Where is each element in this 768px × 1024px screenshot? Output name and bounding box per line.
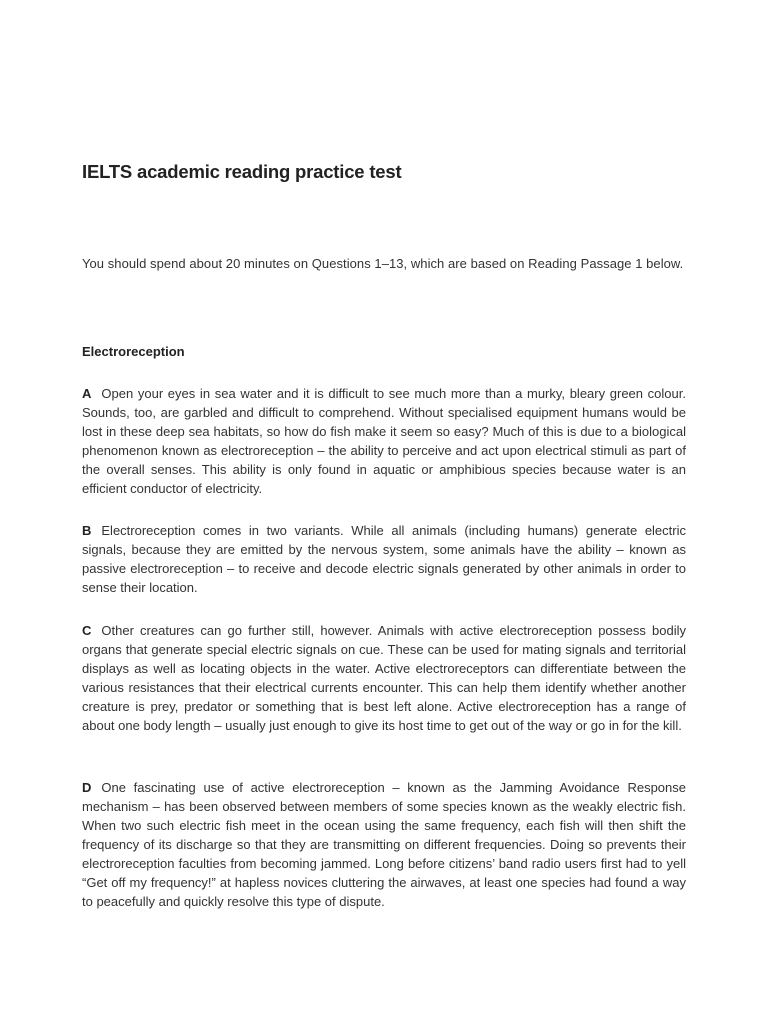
paragraph-letter: D [82,780,92,795]
paragraph-text: Other creatures can go further still, however. Animals with active electroreception possess bodily organs that generate special electric signals on cue. These can be used for mating signals and territorial displays as well as locating objects in the water. Active electroreceptors can differentiate between the various resistances that their electrical currents encounter. This can help them identify whether another creature is prey, predator or something that is best left alone. Active electroreception has a range of about one body length – usually just enough to give its host time to get out of the way or go in for the kill. [82,623,686,733]
paragraph-text: Electroreception comes in two variants. While all animals (including humans) generate electric signals, because they are emitted by the nervous system, some animals have the ability – known as passive electroreception – to receive and decode electric signals generated by other animals in order to sense their location. [82,523,686,595]
paragraph-letter: A [82,386,92,401]
instructions-text: You should spend about 20 minutes on Questions 1–13, which are based on Reading Passage 1 below. [82,256,684,271]
paragraph-letter: C [82,623,92,638]
paragraph-letter: B [82,523,92,538]
document-title: IELTS academic reading practice test [82,161,402,182]
paragraph-text: Open your eyes in sea water and it is difficult to see much more than a murky, bleary green colour. Sounds, too, are garbled and difficult to comprehend. Without specialised equipment humans would be lost in these deep sea habitats, so how do fish make it seem so easy? Much of this is due to a biological phenomenon known as electroreception – the ability to perceive and act upon electrical stimuli as part of the overall senses. This ability is only found in aquatic or amphibious species because water is an efficient conductor of electricity. [82,386,686,496]
paragraph-a [82,384,686,498]
paragraph-text: One fascinating use of active electroreception – known as the Jamming Avoidance Response mechanism – has been observed between members of some species known as the weakly electric fish. When two such electric fish meet in the ocean using the same frequency, each fish will then shift the frequency of its discharge so that they are transmitting on different frequencies. Doing so prevents their electroreception faculties from becoming jammed. Long before citizens’ band radio users first had to yell “Get off my frequency!” at hapless novices cluttering the airwaves, at least one species had found a way to peacefully and quickly resolve this type of dispute. [82,780,686,909]
paragraph-c [82,621,686,735]
paragraph-d [82,778,686,911]
paragraph-b [82,521,686,597]
passage-title: Electroreception [82,344,185,359]
